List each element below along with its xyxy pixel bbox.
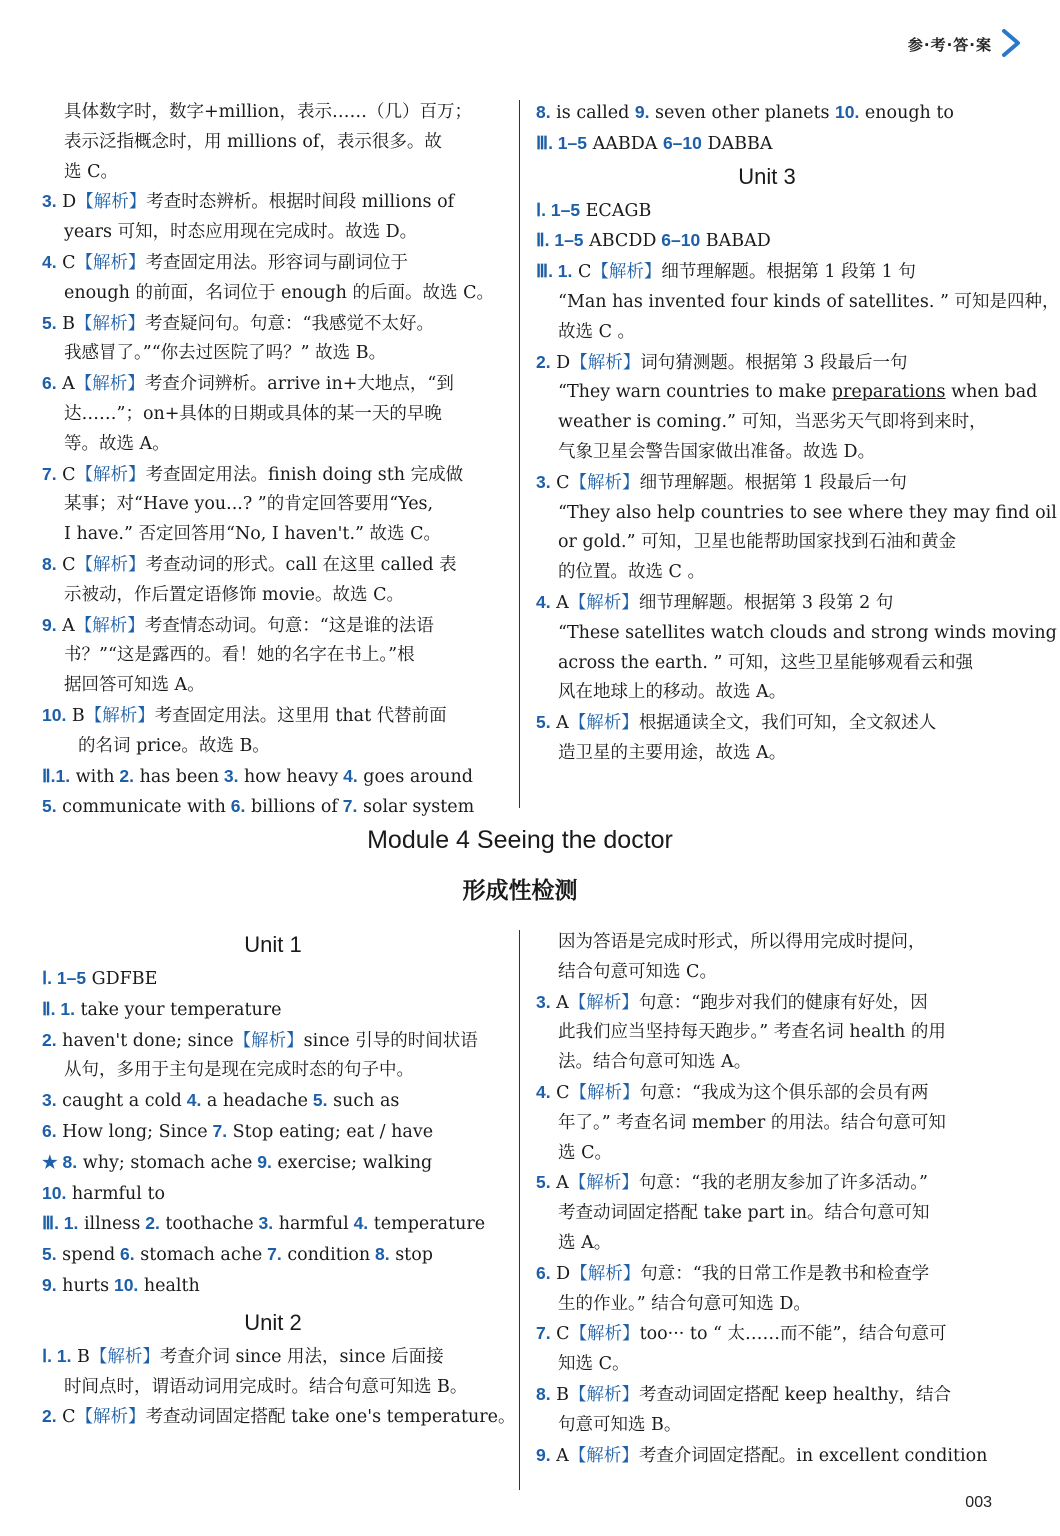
item-number: 2. (536, 351, 551, 372)
item-text: 据回答可知选 A。 (64, 675, 205, 696)
top-right-column (536, 98, 1060, 769)
item-text: I have.” 否定回答用“No, I haven't.” 故选 C。 (64, 524, 441, 545)
item-number: 4. (42, 251, 57, 272)
item-number: 3. (42, 191, 57, 212)
answer-item (536, 708, 998, 739)
answer-continuation (536, 318, 998, 348)
answer-continuation (536, 1139, 998, 1169)
item-text: weather is coming.” 可知，当恶劣天气即将到来时， (558, 412, 987, 433)
item-text: enough 的前面，名词位于 enough 的后面。故选 C。 (64, 282, 494, 303)
answer-continuation (42, 581, 504, 611)
answer-item (536, 226, 998, 257)
item-number: 10. (42, 1182, 67, 1203)
answer-item (42, 792, 504, 823)
answer-continuation (42, 1056, 504, 1086)
item-text: 选 C。 (64, 161, 118, 182)
item-number: Ⅱ. 1–5 (536, 230, 584, 251)
item-text: 因为答语是完成时形式，所以得用完成时提问， (558, 932, 926, 952)
answer-item (536, 1168, 998, 1199)
item-text: “They also help countries to see where they may find oil (558, 502, 1057, 523)
answer-item (536, 1380, 998, 1411)
item-number: ★ 8. (42, 1151, 78, 1172)
item-text: take your temperature (74, 999, 282, 1020)
item-text: D【解析】考查时态辨析。根据时间段 millions of (56, 192, 455, 213)
answer-continuation (536, 1018, 998, 1048)
answer-item (536, 1259, 998, 1290)
item-text: “These satellites watch clouds and strong winds moving (558, 622, 1057, 643)
item-text: A【解析】考查介词固定搭配。in excellent condition (550, 1445, 988, 1466)
item-text: A【解析】根据通读全文，我们可知，全文叙述人 (550, 713, 937, 734)
answer-continuation (536, 1290, 998, 1320)
answer-continuation (536, 649, 998, 679)
item-number: 3. (536, 471, 551, 492)
column-divider-bottom (519, 930, 520, 1490)
item-text: B【解析】考查动词固定搭配 keep healthy，结合 (550, 1384, 952, 1405)
answer-continuation (536, 378, 1038, 408)
answer-item (42, 701, 504, 732)
answer-continuation (536, 1229, 998, 1259)
item-text: A【解析】考查情态动词。句意：“这是谁的法语 (56, 615, 434, 636)
item-text: A【解析】细节理解题。根据第 3 段第 2 句 (550, 592, 894, 613)
item-text: A【解析】句意：“我的老朋友参加了许多活动。” (550, 1173, 928, 1194)
item-text: 选 C。 (558, 1142, 612, 1163)
answer-item (536, 988, 998, 1019)
item-number: 4. (536, 591, 551, 612)
unit-3-title: Unit 3 (738, 163, 796, 189)
answer-item (42, 309, 504, 340)
answer-continuation (536, 739, 998, 769)
item-number: 10. (42, 704, 67, 725)
item-number: Ⅰ. 1. (42, 1345, 72, 1366)
item-text: 示被动，作后置定语修饰 movie。故选 C。 (64, 584, 404, 605)
answer-item (42, 1271, 504, 1302)
item-text: across the earth. ” 可知，这些卫星能够观看云和强 (558, 652, 973, 673)
answer-item (536, 257, 998, 288)
item-text: with 2. has been 3. how heavy 4. goes around (70, 765, 473, 787)
item-text: A【解析】考查介词辨析。arrive in+大地点，“到 (56, 374, 454, 395)
answer-item (42, 762, 504, 793)
item-text: 知选 C。 (558, 1354, 630, 1375)
answer-item (42, 550, 504, 581)
answer-item (42, 460, 504, 491)
item-text: C【解析】细节理解题。根据第 1 段第 1 句 (572, 262, 916, 283)
answer-continuation (536, 928, 998, 958)
item-text: 结合句意可知选 C。 (558, 961, 717, 982)
answer-continuation (42, 490, 504, 520)
item-text: 从句，多用于主句是现在完成时态的句子中。 (64, 1060, 414, 1081)
answer-item (536, 588, 998, 619)
answer-item (42, 1148, 504, 1179)
answer-continuation (42, 279, 504, 309)
answer-continuation (42, 671, 504, 701)
answer-continuation (42, 400, 504, 430)
item-text: B【解析】考查介词 since 用法，since 后面接 (71, 1346, 444, 1367)
answer-item (536, 468, 998, 499)
item-text: 的位置。故选 C 。 (558, 562, 706, 583)
item-text: 考查动词固定搭配 take part in。结合句意可知 (558, 1203, 930, 1224)
item-number: 9. (42, 1274, 57, 1295)
answer-continuation (42, 218, 504, 248)
answer-continuation (42, 732, 504, 762)
answer-continuation (42, 128, 504, 158)
item-text: “They warn countries to make preparations when bad (558, 382, 1038, 403)
item-text: 我感冒了。”“你去过医院了吗？” 故选 B。 (64, 343, 387, 364)
item-text: C【解析】考查固定用法。finish doing sth 完成做 (56, 464, 464, 485)
item-text: 故选 C 。 (558, 321, 636, 342)
item-text: communicate with 6. billions of 7. solar system (56, 796, 475, 818)
answer-continuation (536, 1411, 998, 1441)
item-text: D【解析】句意：“我的日常工作是教书和检查学 (550, 1263, 930, 1284)
answer-item (42, 1342, 504, 1373)
item-number: 8. (536, 1383, 551, 1404)
answer-continuation (42, 158, 504, 188)
item-number: Ⅲ. 1. (42, 1213, 79, 1234)
answer-item (42, 1179, 504, 1210)
item-text: A【解析】句意：“跑步对我们的健康有好处，因 (550, 992, 928, 1013)
item-number: 6. (536, 1262, 551, 1283)
item-number: 9. (42, 614, 57, 635)
answer-continuation (536, 619, 1057, 649)
item-text: 选 A。 (558, 1232, 612, 1253)
answer-continuation (536, 958, 998, 988)
item-number: Ⅰ. 1–5 (42, 968, 87, 988)
bottom-left-column (42, 928, 516, 1433)
answer-continuation (42, 430, 504, 460)
item-text: harmful to (66, 1183, 166, 1204)
answer-continuation (42, 641, 504, 671)
answer-line: Ⅲ. 1–5 AABDA 6–10 DABBA (536, 132, 773, 154)
item-number: Ⅰ. 1–5 (536, 199, 581, 220)
item-text: B【解析】考查固定用法。这里用 that 代替前面 (66, 705, 447, 726)
item-text: How long; Since 7. Stop eating; eat / have (56, 1120, 434, 1142)
header-label: 参·考·答·案 (907, 36, 992, 54)
item-text: 年了。” 考查名词 member 的用法。结合句意可知 (558, 1112, 946, 1133)
column-divider-top (519, 100, 520, 808)
answer-continuation (536, 1048, 998, 1078)
answer-item (536, 1319, 998, 1350)
answer-continuation (536, 1350, 998, 1380)
answer-continuation (536, 499, 1057, 529)
answer-continuation (536, 1199, 998, 1229)
answer-continuation (536, 408, 998, 438)
answer-item (536, 348, 998, 379)
item-text: C【解析】考查固定用法。形容词与副词位于 (56, 252, 409, 273)
item-text: 达……”；on+具体的日期或具体的某一天的早晚 (64, 403, 442, 424)
answer-item (42, 1086, 504, 1117)
item-number: Ⅱ.1. (42, 765, 71, 786)
answer-item (536, 1078, 998, 1109)
unit-1-title: Unit 1 (244, 932, 302, 957)
item-number: 7. (536, 1323, 551, 1344)
item-number: 5. (42, 1244, 57, 1265)
item-number: 6. (42, 373, 57, 394)
item-text: 气象卫星会警告国家做出准备。故选 D。 (558, 441, 876, 462)
answer-item (42, 187, 504, 218)
item-text: 时间点时，谓语动词用完成时。结合句意可知选 B。 (64, 1376, 468, 1397)
item-text: years 可知，时态应用现在完成时。故选 D。 (64, 222, 418, 243)
answer-continuation (42, 98, 504, 128)
answer-item (42, 1117, 504, 1148)
unit-2-title: Unit 2 (244, 1309, 302, 1335)
item-text: 法。结合句意可知选 A。 (558, 1052, 752, 1073)
answer-continuation (536, 438, 998, 468)
item-number: Ⅱ. 1. (42, 998, 75, 1019)
item-text: 风在地球上的移动。故选 A。 (558, 682, 787, 703)
chevron-right-icon (998, 28, 1024, 58)
answer-continuation (536, 1109, 998, 1139)
item-number: 3. (42, 1090, 57, 1111)
item-text: 具体数字时，数字+million，表示……（几）百万； (64, 102, 472, 122)
item-text: 等。故选 A。 (64, 433, 170, 454)
item-text: or gold.” 可知，卫星也能帮助国家找到石油和黄金 (558, 532, 957, 553)
answer-item (536, 1441, 998, 1472)
answer-item (42, 1402, 516, 1433)
answer-item (42, 248, 504, 279)
module-title: Module 4 Seeing the doctor (367, 826, 673, 854)
item-text: C【解析】考查动词固定搭配 take one's temperature。 (56, 1407, 516, 1428)
item-text: C【解析】细节理解题。根据第 1 段最后一句 (550, 472, 907, 493)
item-text: 某事；对“Have you...? ”的肯定回答要用“Yes, (64, 494, 434, 515)
item-number: 2. (42, 1029, 57, 1050)
item-number: 2. (42, 1406, 57, 1427)
item-text: “Man has invented four kinds of satellites. ” 可知是四种， (558, 291, 1060, 312)
module-subtitle: 形成性检测 (462, 878, 578, 904)
bottom-right-column (536, 928, 998, 1471)
item-text: C【解析】考查动词的形式。call 在这里 called 表 (56, 554, 457, 575)
answer-item (42, 1026, 504, 1057)
item-text: hurts 10. health (56, 1274, 200, 1296)
item-text: 的名词 price。故选 B。 (78, 735, 270, 756)
item-text: 表示泛指概念时，用 millions of，表示很多。故 (64, 131, 442, 152)
top-left-column (42, 98, 504, 823)
item-number: 5. (42, 796, 57, 817)
answer-item (42, 995, 504, 1026)
item-number: 9. (536, 1444, 551, 1465)
item-number: 5. (42, 312, 57, 333)
answer-continuation (536, 558, 998, 588)
item-number: 4. (536, 1081, 551, 1102)
item-text: GDFBE (86, 969, 158, 989)
answer-item (42, 369, 504, 400)
item-number: 8. (42, 553, 57, 574)
answer-line: 8. is called 9. seven other planets 10. enough to (536, 102, 954, 123)
answer-item (42, 964, 504, 995)
item-text: 书？”“这是露西的。看！她的名字在书上。”根 (64, 645, 415, 666)
item-number: Ⅲ. 1. (536, 261, 573, 282)
item-text: 句意可知选 B。 (558, 1414, 682, 1435)
item-number: 5. (536, 1172, 551, 1193)
item-text: spend 6. stomach ache 7. condition 8. stop (56, 1244, 433, 1266)
page-number: 003 (965, 1494, 992, 1511)
answer-continuation (536, 528, 998, 558)
answer-continuation (42, 1373, 504, 1403)
item-text: 此我们应当坚持每天跑步。” 考查名词 health 的用 (558, 1022, 946, 1043)
item-text: D【解析】词句猜测题。根据第 3 段最后一句 (550, 352, 908, 373)
item-text: illness 2. toothache 3. harmful 4. temperature (78, 1213, 486, 1235)
item-number: 6. (42, 1120, 57, 1141)
answer-continuation (536, 288, 1060, 318)
item-text: ABCDD 6–10 BABAD (583, 230, 771, 252)
item-text: C【解析】too··· to “ 太……而不能”，结合句意可 (550, 1324, 947, 1345)
item-text: C【解析】句意：“我成为这个俱乐部的会员有两 (550, 1082, 929, 1103)
answer-continuation (42, 520, 504, 550)
answer-item (42, 611, 504, 642)
item-text: why; stomach ache 9. exercise; walking (77, 1151, 433, 1173)
item-number: 5. (536, 712, 551, 733)
item-text: haven't done; since【解析】since 引导的时间状语 (56, 1030, 478, 1051)
item-text: ECAGB (580, 200, 652, 221)
answer-item (42, 1240, 504, 1271)
item-number: 3. (536, 991, 551, 1012)
answer-continuation (536, 678, 998, 708)
answer-item (536, 196, 998, 227)
item-text: B【解析】考查疑问句。句意：“我感觉不太好。 (56, 313, 434, 334)
item-number: 7. (42, 463, 57, 484)
item-text: 生的作业。” 结合句意可知选 D。 (558, 1293, 811, 1314)
item-text: caught a cold 4. a headache 5. such as (56, 1090, 400, 1112)
answer-item (42, 1209, 504, 1240)
answer-continuation (42, 339, 504, 369)
item-text: 造卫星的主要用途，故选 A。 (558, 742, 787, 763)
